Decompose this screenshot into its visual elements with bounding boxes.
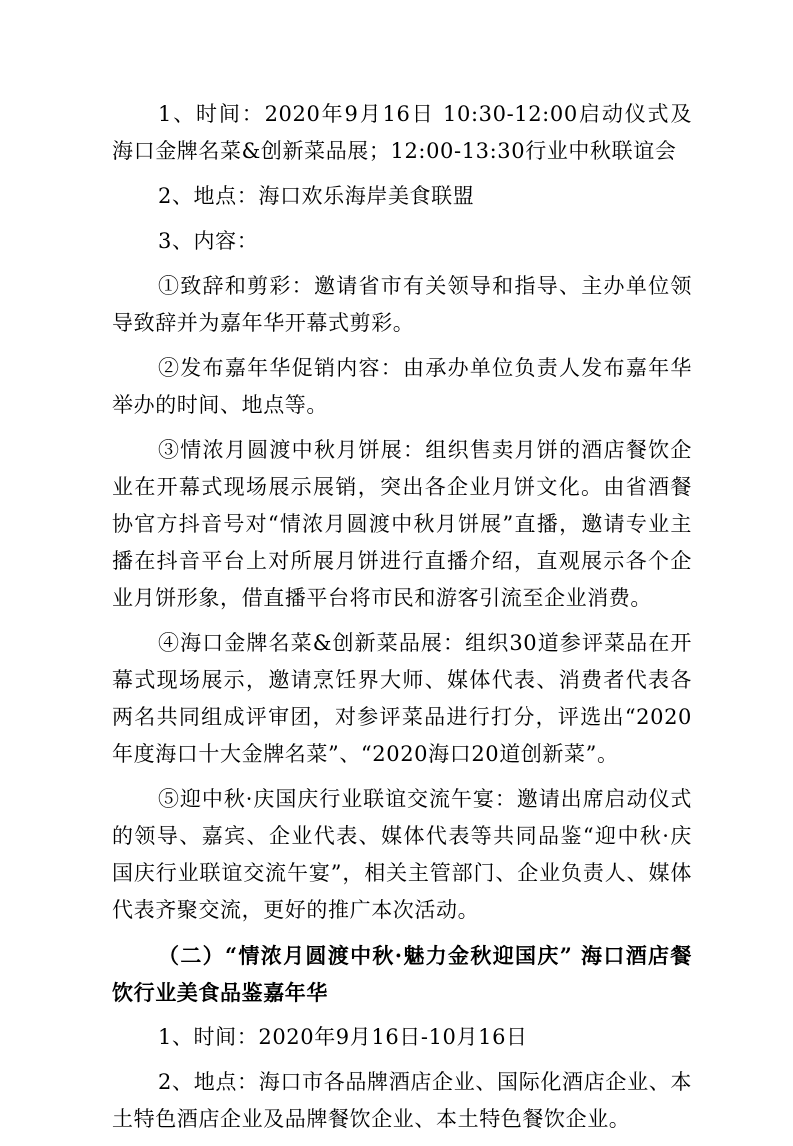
section-location: 2、地点：海口市各品牌酒店企业、国际化酒店企业、本土特色酒店企业及品牌餐饮企业、本土特色餐饮企业。 xyxy=(112,1070,692,1131)
item-promotion-release: ②发布嘉年华促销内容：由承办单位负责人发布嘉年华举办的时间、地点等。 xyxy=(112,356,692,417)
item-opening-speech: ①致辞和剪彩：邀请省市有关领导和指导、主办单位领导致辞并为嘉年华开幕式剪彩。 xyxy=(112,274,692,335)
document-body xyxy=(112,96,692,1146)
section-time: 1、时间：2020年9月16日-10月16日 xyxy=(158,1025,528,1049)
item-signature-dishes: ④海口金牌名菜&创新菜品展：组织30道参评菜品在开幕式现场展示，邀请烹饪界大师、媒体代表、消费者代表各两名共同组成评审团，对参评菜品进行打分，评选出“2020年度海口十大金牌名菜”、“2020海口20道创新菜”。 xyxy=(112,631,692,766)
location-paragraph: 2、地点：海口欢乐海岸美食联盟 xyxy=(158,184,475,208)
section-heading: （二）“情浓月圆渡中秋·魅力金秋迎国庆” 海口酒店餐饮行业美食品鉴嘉年华 xyxy=(112,943,692,1005)
time-paragraph: 1、时间：2020年9月16日 10:30-12:00启动仪式及海口金牌名菜&创新菜品展；12:00-13:30行业中秋联谊会 xyxy=(112,102,692,163)
content-label: 3、内容： xyxy=(158,229,259,253)
item-mooncake-exhibition: ③情浓月圆渡中秋月饼展：组织售卖月饼的酒店餐饮企业在开幕式现场展示展销，突出各企业月饼文化。由省酒餐协官方抖音号对“情浓月圆渡中秋月饼展”直播，邀请专业主播在抖音平台上对所展月饼进行直播介绍，直观展示各个企业月饼形象，借直播平台将市民和游客引流至企业消费。 xyxy=(112,438,692,610)
item-networking-lunch: ⑤迎中秋·庆国庆行业联谊交流午宴：邀请出席启动仪式的领导、嘉宾、企业代表、媒体代表等共同品鉴“迎中秋·庆国庆行业联谊交流午宴”，相关主管部门、企业负责人、媒体代表齐聚交流，更好的推广本次活动。 xyxy=(112,787,692,922)
